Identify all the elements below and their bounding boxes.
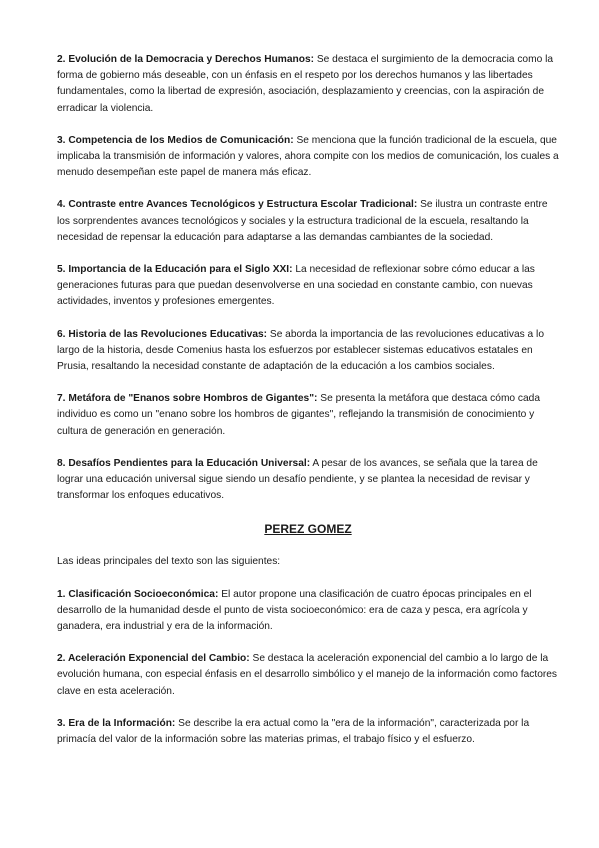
paragraph-democracia bbox=[57, 52, 559, 117]
paragraph-lead: 6. Historia de las Revoluciones Educativas: bbox=[57, 328, 268, 340]
paragraph-lead: 3. Competencia de los Medios de Comunicación: bbox=[57, 134, 294, 146]
paragraph-desafios bbox=[57, 456, 559, 505]
paragraph-text: Se ilustra un contraste entre los sorprendentes avances tecnológicos y sociales y la estructura tradicional de la escuela, resaltando la necesidad de repensar la educación para adaptarse a las demandas cambiantes de la sociedad. bbox=[57, 199, 548, 243]
paragraph-text: Se destaca la aceleración exponencial del cambio a lo largo de la evolución humana, con especial énfasis en el desarrollo simbólico y el manejo de la información como factores clave en esta aceleración. bbox=[57, 653, 558, 697]
paragraph-lead: 3. Era de la Información: bbox=[57, 717, 176, 729]
paragraph-text: El autor propone una clasificación de cuatro épocas principales en el desarrollo de la humanidad desde el punto de vista socioeconómico: era de caza y pesca, era agrícola y ganadera, era industrial y era de la información. bbox=[57, 588, 532, 633]
paragraph-lead: 5. Importancia de la Educación para el Siglo XXI: bbox=[57, 264, 293, 276]
paragraph-lead: 4. Contraste entre Avances Tecnológicos y Estructura Escolar Tradicional: bbox=[57, 199, 418, 211]
paragraph-text: A pesar de los avances, se señala que la tarea de lograr una educación universal sigue siendo un desafío pendiente, y se plantea la necesidad de revisar y transformar los enfoques educativos. bbox=[57, 457, 538, 502]
paragraph-text: Se presenta la metáfora que destaca cómo cada individuo es como un "enano sobre los hombros de gigantes", reflejando la transmisión de conocimiento y cultura de generación en generación. bbox=[57, 393, 541, 437]
paragraph-lead: 1. Clasificación Socioeconómica: bbox=[57, 588, 219, 600]
paragraph-lead: 8. Desafíos Pendientes para la Educación Universal: bbox=[57, 457, 311, 469]
paragraph-aceleracion bbox=[57, 651, 559, 700]
section-heading: PEREZ GOMEZ bbox=[264, 522, 352, 537]
intro-text: Las ideas principales del texto son las siguientes: bbox=[57, 556, 281, 568]
paragraph-metafora bbox=[57, 391, 559, 440]
paragraph-era-informacion bbox=[57, 716, 559, 748]
paragraph-medios bbox=[57, 133, 559, 182]
paragraph-text: Se menciona que la función tradicional de la escuela, que implicaba la transmisión de información y valores, ahora compite con los medios de comunicación, los cuales a menudo desempeñan este papel de manera más eficaz. bbox=[57, 134, 559, 179]
paragraph-lead: 2. Evolución de la Democracia y Derechos Humanos: bbox=[57, 54, 315, 65]
paragraph-clasificacion bbox=[57, 587, 559, 636]
paragraph-text: Se describe la era actual como la "era de la información", caracterizada por la primacía del valor de la información sobre las materias primas, el trabajo físico y el esfuerzo. bbox=[57, 717, 530, 746]
paragraph-siglo-xxi bbox=[57, 262, 559, 311]
paragraph-lead: 7. Metáfora de "Enanos sobre Hombros de Gigantes": bbox=[57, 393, 318, 405]
paragraph-text: Se aborda la importancia de las revoluciones educativas a lo largo de la historia, desde Comenius hasta los esfuerzos por establecer sistemas educativos estatales en Prusia, resaltando la necesidad constante de adaptación de la educación a los cambios sociales. bbox=[57, 328, 544, 373]
paragraph-text: Se destaca el surgimiento de la democracia como la forma de gobierno más deseable, con un énfasis en el respeto por los derechos humanos y las libertades fundamentales, como la libertad de expresión, asociación, desplazamiento y creencias, con la aspiración de erradicar la violencia. bbox=[57, 54, 554, 114]
paragraph-lead: 2. Aceleración Exponencial del Cambio: bbox=[57, 653, 250, 665]
paragraph-revoluciones bbox=[57, 327, 559, 376]
paragraph-contraste bbox=[57, 197, 559, 246]
paragraph-text: La necesidad de reflexionar sobre cómo educar a las generaciones futuras para que puedan desenvolverse en una sociedad en constante cambio, con nuevas actividades, inventos y profesiones emergentes. bbox=[57, 264, 535, 308]
